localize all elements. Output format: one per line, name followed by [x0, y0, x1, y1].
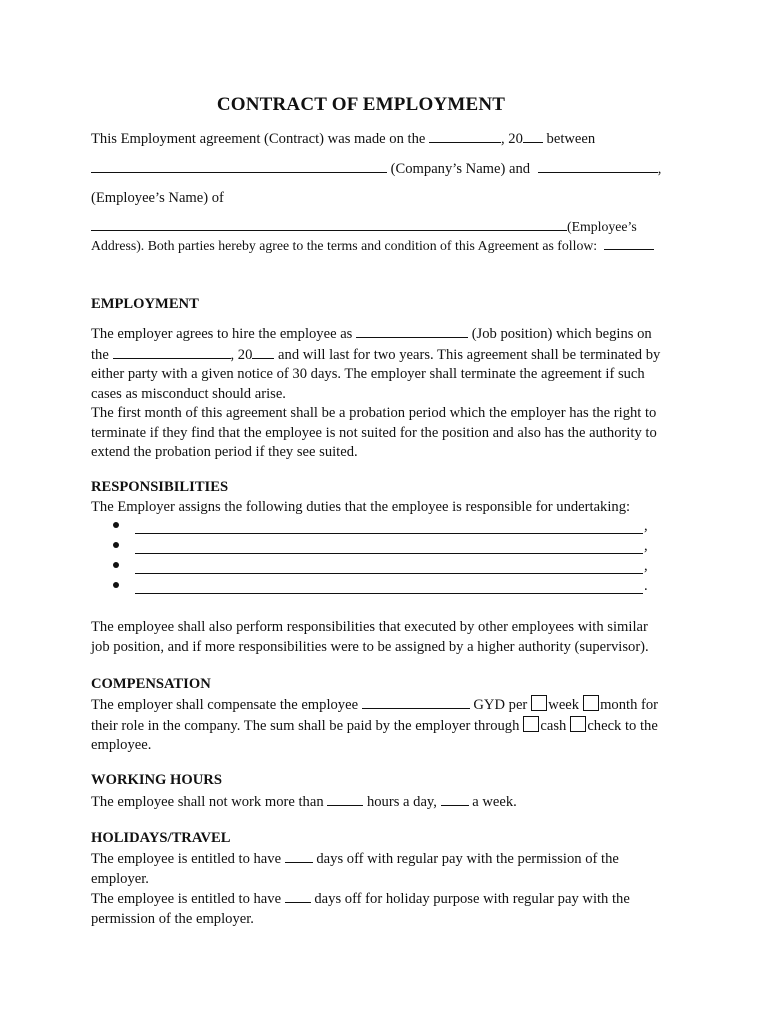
- holidays-text: The employee is entitled to have: [91, 851, 282, 867]
- employee-address-field[interactable]: [91, 217, 567, 231]
- employment-heading: EMPLOYMENT: [91, 296, 199, 312]
- duty-punctuation: .: [644, 578, 648, 594]
- intro-text: between: [546, 131, 596, 147]
- intro-trailing-field[interactable]: [604, 236, 654, 250]
- days-off-field[interactable]: [285, 849, 313, 863]
- holiday-days-field[interactable]: [285, 889, 311, 903]
- employment-line: terminate if they find that the employee is not suited for the position and also has the authority to: [91, 424, 657, 441]
- duty-field[interactable]: [135, 560, 643, 574]
- working-hours-text: hours a day,: [366, 794, 437, 810]
- week-label: week: [548, 697, 580, 713]
- duty-field[interactable]: [135, 520, 643, 534]
- bullet-icon: [113, 582, 119, 588]
- bullet-icon: [113, 562, 119, 568]
- intro-line-1: [91, 129, 595, 149]
- responsibilities-intro: The Employer assigns the following duties that the employee is responsible for undertaking:: [91, 499, 631, 515]
- intro-line-2: [91, 159, 661, 179]
- employee-name-field[interactable]: [538, 159, 658, 173]
- employment-text: the: [91, 346, 109, 363]
- duty-punctuation: ,: [644, 538, 648, 554]
- intro-line-4: [91, 217, 637, 236]
- cash-label: cash: [540, 717, 567, 734]
- holidays-text: days off with regular pay with the permission of the: [316, 851, 619, 867]
- bullet-icon: [113, 522, 119, 528]
- duty-field[interactable]: [135, 580, 643, 594]
- compensation-text: The employer shall compensate the employee: [91, 697, 359, 713]
- month-checkbox[interactable]: [583, 695, 599, 711]
- compensation-text: their role in the company. The sum shall be paid by the employer through: [91, 717, 520, 734]
- hours-per-day-field[interactable]: [327, 792, 363, 806]
- responsibilities-line: The employee shall also perform responsibilities that executed by other employees with similar: [91, 619, 648, 635]
- employment-line: [91, 345, 683, 366]
- responsibilities-line: job position, and if more responsibilities were to be assigned by a higher authority (supervisor).: [91, 638, 649, 655]
- compensation-section: [91, 695, 691, 756]
- compensation-amount-field[interactable]: [362, 695, 470, 709]
- document-title: CONTRACT OF EMPLOYMENT: [216, 94, 506, 115]
- hours-per-week-field[interactable]: [441, 792, 469, 806]
- responsibilities-heading: RESPONSIBILITIES: [91, 479, 229, 495]
- intro-line-5: [91, 236, 654, 255]
- duty-punctuation: ,: [644, 558, 648, 574]
- holidays-heading: HOLIDAYS/TRAVEL: [91, 830, 231, 846]
- job-position-field[interactable]: [356, 324, 468, 338]
- holidays-line: [91, 849, 683, 870]
- check-label: check to the: [587, 717, 658, 734]
- holidays-text: days off for holiday purpose with regular pay with the: [314, 891, 630, 907]
- holidays-text: The employee is entitled to have: [91, 891, 282, 907]
- employment-line: extend the probation period if they see suited.: [91, 444, 358, 460]
- cash-checkbox[interactable]: [523, 716, 539, 732]
- working-hours-heading: WORKING HOURS: [91, 772, 222, 788]
- compensation-text: GYD per: [473, 697, 528, 713]
- contract-year-field[interactable]: [523, 129, 543, 143]
- intro-text: ,: [657, 161, 662, 177]
- contract-date-field[interactable]: [429, 129, 501, 143]
- responsibilities-paragraph: [91, 618, 683, 657]
- holidays-line: permission of the employer.: [91, 910, 254, 927]
- compensation-heading: COMPENSATION: [91, 676, 211, 692]
- holidays-line: [91, 889, 683, 910]
- bullet-icon: [113, 542, 119, 548]
- duty-punctuation: ,: [644, 518, 648, 534]
- month-label: month for: [600, 697, 659, 713]
- compensation-line: [91, 716, 691, 737]
- intro-line-3: (Employee’s Name) of: [91, 190, 224, 206]
- employment-text: , 20: [230, 346, 253, 363]
- intro-text: (Company’s Name) and: [390, 161, 531, 177]
- working-hours-text: a week.: [472, 794, 517, 810]
- intro-text: Address). Both parties hereby agree to the terms and condition of this Agreement as follow:: [91, 238, 598, 253]
- intro-text: , 20: [501, 131, 523, 147]
- employment-line: [91, 324, 683, 345]
- company-name-field[interactable]: [91, 159, 387, 173]
- intro-text: This Employment agreement (Contract) was made on the: [91, 131, 426, 147]
- employment-line: cases as misconduct should arise.: [91, 385, 286, 402]
- working-hours-text: The employee shall not work more than: [91, 794, 324, 810]
- duty-field[interactable]: [135, 540, 643, 554]
- compensation-line: [91, 695, 691, 716]
- employment-line: either party with a given notice of 30 days. The employer shall terminate the agreement if such: [91, 366, 645, 382]
- working-hours-line: [91, 792, 517, 812]
- holidays-section: [91, 849, 683, 929]
- week-checkbox[interactable]: [531, 695, 547, 711]
- start-year-field[interactable]: [252, 345, 274, 359]
- employment-line: The first month of this agreement shall be a probation period which the employer has the right to: [91, 405, 657, 421]
- check-checkbox[interactable]: [570, 716, 586, 732]
- start-date-field[interactable]: [113, 345, 231, 359]
- compensation-line: employee.: [91, 737, 152, 753]
- intro-text: (Employee’s: [567, 219, 637, 234]
- employment-section: [91, 324, 683, 463]
- employment-text: (Job position) which begins on: [471, 326, 652, 342]
- employment-text: The employer agrees to hire the employee as: [91, 326, 353, 342]
- holidays-line: employer.: [91, 870, 149, 887]
- employment-text: and will last for two years. This agreement shall be terminated by: [278, 346, 661, 363]
